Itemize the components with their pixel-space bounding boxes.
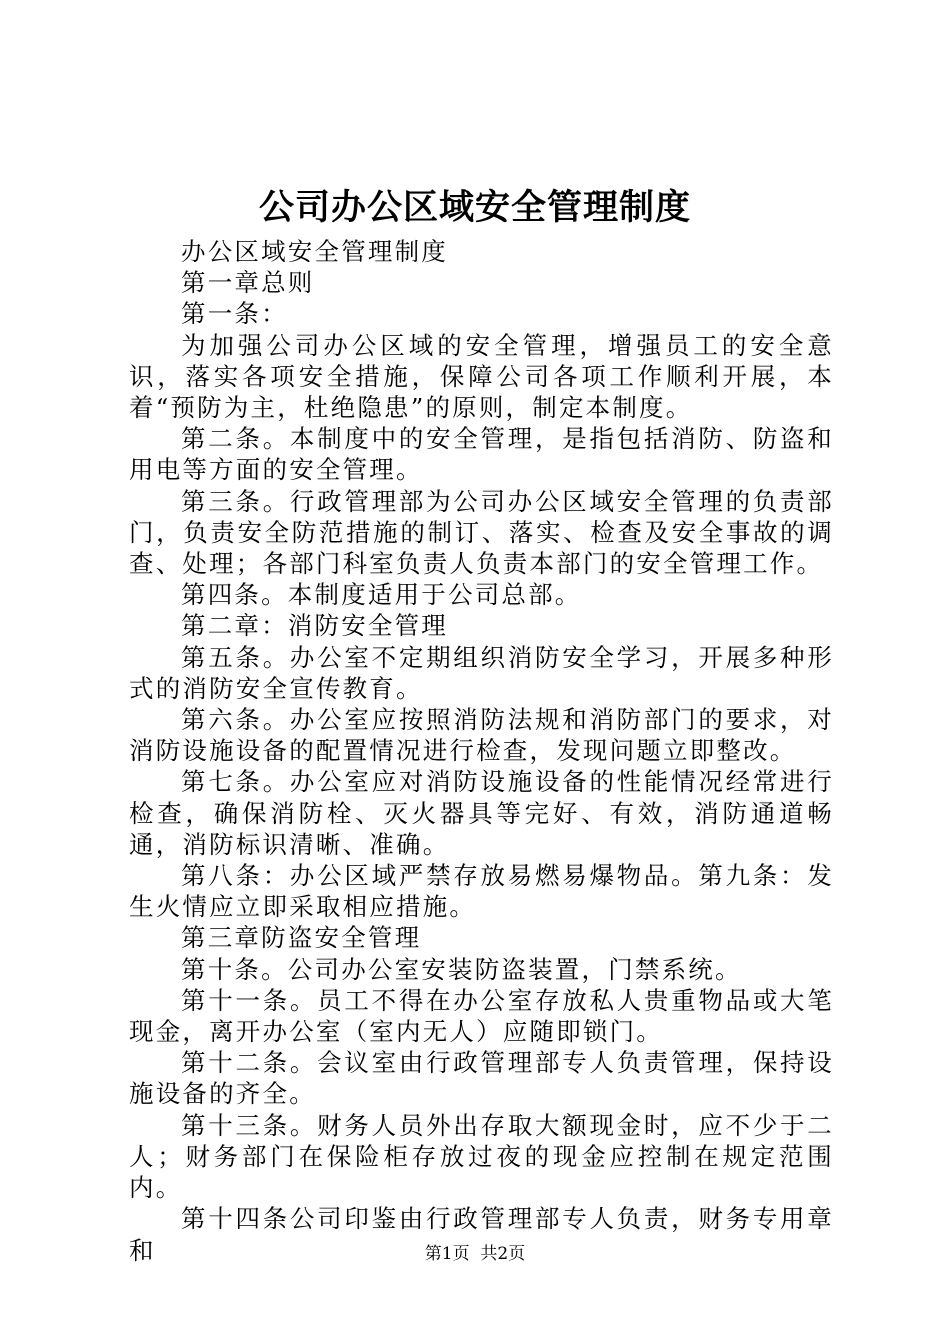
paragraph: 第四条。本制度适用于公司总部。 xyxy=(181,580,582,610)
paragraph: 第二条。本制度中的安全管理，是指包括消防、防盗和用电等方面的安全管理。 xyxy=(129,424,834,485)
chapter-heading: 第一章总则 xyxy=(181,268,315,298)
paragraph: 第五条。办公室不定期组织消防安全学习，开展多种形式的消防安全宣传教育。 xyxy=(129,642,834,703)
document-title: 公司办公区域安全管理制度 xyxy=(258,187,691,228)
article-heading: 第一条： xyxy=(181,299,288,329)
chapter-heading: 第三章防盗安全管理 xyxy=(181,923,422,953)
paragraph: 办公区域安全管理制度 xyxy=(181,237,448,266)
chapter-heading: 第二章：消防安全管理 xyxy=(181,611,448,641)
page-number: 第1页 共2页 xyxy=(424,1244,526,1264)
paragraph: 第七条。办公室应对消防设施设备的性能情况经常进行检查，确保消防栓、灭火器具等完好、有效，消防通道畅通，消防标识清晰、准确。 xyxy=(129,767,834,859)
paragraph: 第十条。公司办公室安装防盗装置，门禁系统。 xyxy=(181,954,742,984)
paragraph: 为加强公司办公区域的安全管理，增强员工的安全意识，落实各项安全措施，保障公司各项工作顺利开展，本着“预防为主，杜绝隐患”的原则，制定本制度。 xyxy=(129,330,834,423)
paragraph: 第三条。行政管理部为公司办公区域安全管理的负责部门，负责安全防范措施的制订、落实、检查及安全事故的调查、处理；各部门科室负责人负责本部门的安全管理工作。 xyxy=(129,486,834,579)
page-footer xyxy=(0,1243,950,1265)
document-body xyxy=(129,236,834,1266)
paragraph: 第六条。办公室应按照消防法规和消防部门的要求，对消防设施设备的配置情况进行检查，发现问题立即整改。 xyxy=(129,705,834,766)
paragraph: 第十二条。会议室由行政管理部专人负责管理，保持设施设备的齐全。 xyxy=(129,1048,834,1109)
paragraph: 第十一条。员工不得在办公室存放私人贵重物品或大笔现金，离开办公室（室内无人）应随即锁门。 xyxy=(129,985,834,1047)
paragraph: 第八条：办公区域严禁存放易燃易爆物品。第九条：发生火情应立即采取相应措施。 xyxy=(129,861,834,922)
paragraph: 第十四条公司印鉴由行政管理部专人负责，财务专用章和 xyxy=(129,1204,834,1265)
paragraph: 第十三条。财务人员外出存取大额现金时，应不少于二人；财务部门在保险柜存放过夜的现金应控制在规定范围内。 xyxy=(129,1110,834,1203)
